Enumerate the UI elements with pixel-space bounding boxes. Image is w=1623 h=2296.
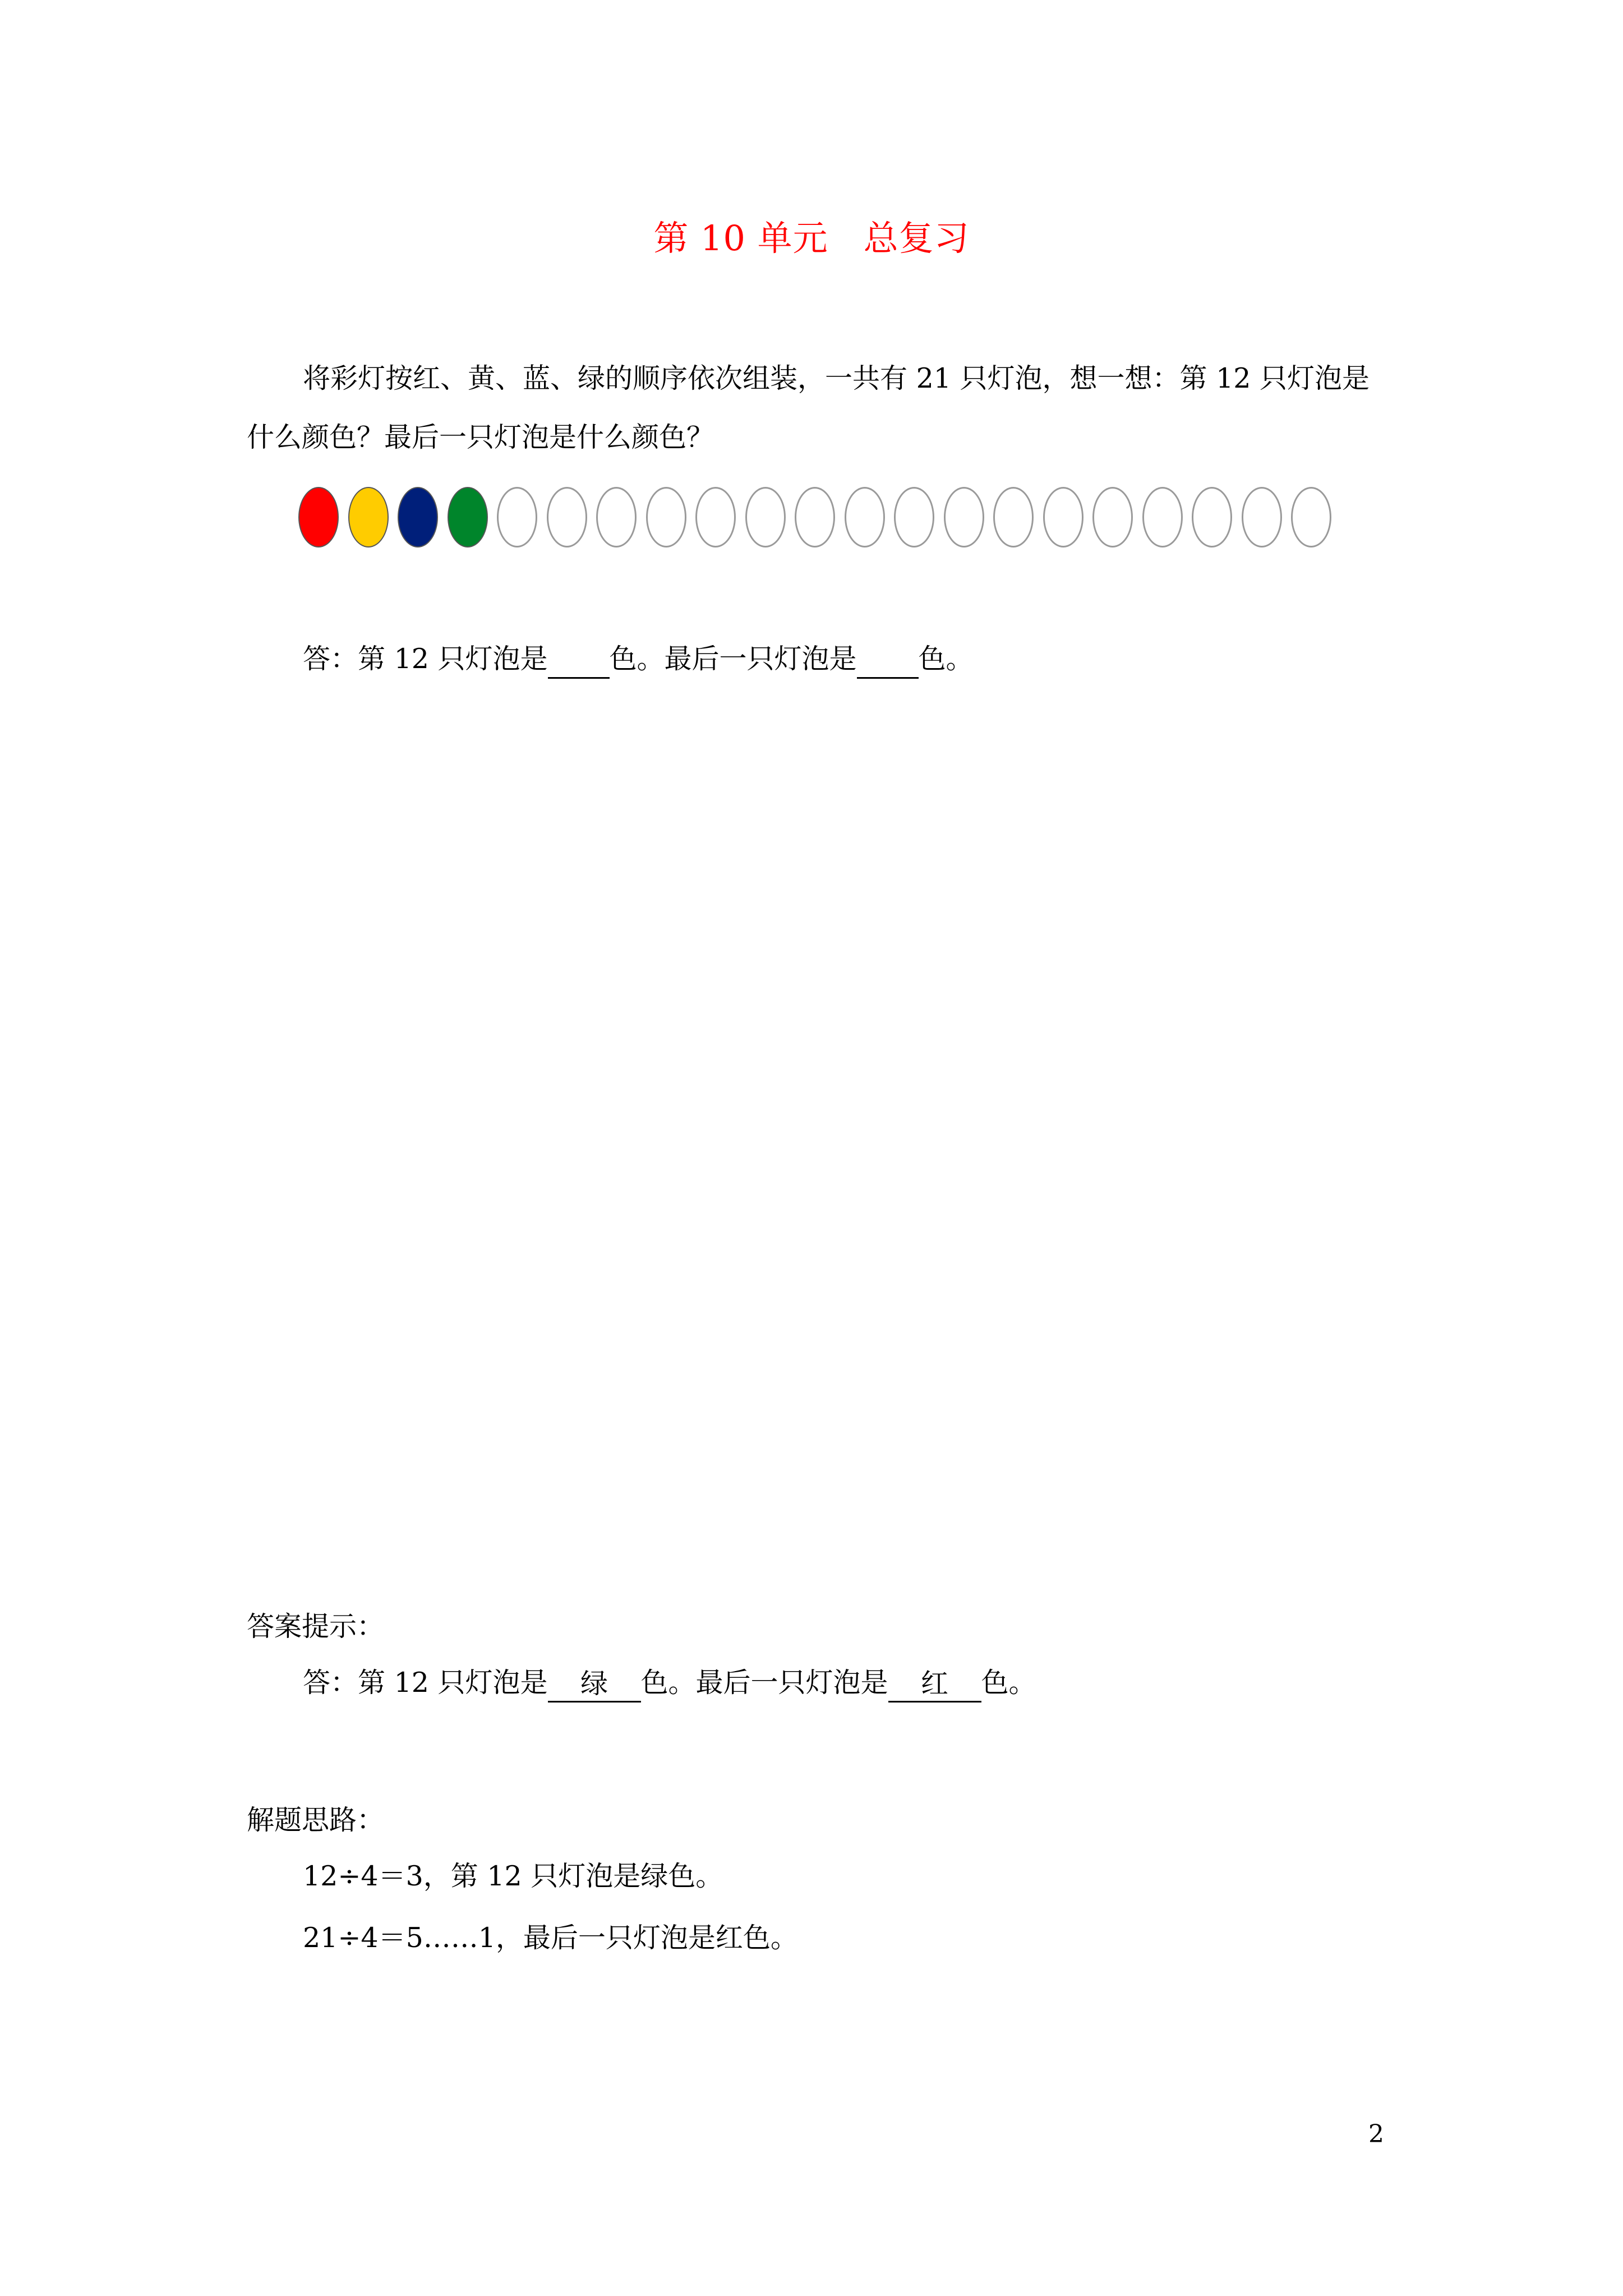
bulb-empty	[1291, 487, 1331, 547]
bulb-colored	[448, 487, 488, 547]
answer-blank-1[interactable]	[548, 647, 610, 679]
answer-prompt-part1: 答：第 12 只灯泡是	[303, 643, 548, 675]
hint-part1: 答：第 12 只灯泡是	[303, 1667, 548, 1699]
bulb-empty	[1192, 487, 1232, 547]
hint-part2: 色。最后一只灯泡是	[640, 1667, 888, 1699]
page-number: 2	[1368, 2120, 1384, 2148]
hint-heading: 答案提示：	[247, 1611, 385, 1642]
question-line-2: 什么颜色？最后一只灯泡是什么颜色？	[247, 421, 714, 453]
bulb-empty	[845, 487, 885, 547]
bulb-colored	[298, 487, 339, 547]
bulb-empty	[1043, 487, 1083, 547]
answer-prompt	[303, 639, 974, 679]
question-line-1: 将彩灯按红、黄、蓝、绿的顺序依次组装，一共有 21 只灯泡，想一想：第 12 只灯泡是	[303, 362, 1370, 394]
hint-part3: 色。	[981, 1667, 1036, 1699]
bulb-colored	[398, 487, 438, 547]
bulb-empty	[894, 487, 934, 547]
solution-step-1: 12÷4＝3，第 12 只灯泡是绿色。	[303, 1860, 723, 1892]
answer-prompt-part3: 色。	[918, 643, 974, 675]
bulb-empty	[944, 487, 984, 547]
bulb-empty	[497, 487, 537, 547]
bulb-empty	[695, 487, 736, 547]
hint-answer	[303, 1663, 1036, 1703]
hint-answer-2: 红	[888, 1667, 981, 1703]
answer-prompt-part2: 色。最后一只灯泡是	[609, 643, 857, 675]
answer-blank-2[interactable]	[857, 647, 919, 679]
hint-answer-1: 绿	[548, 1667, 641, 1703]
bulb-empty	[795, 487, 835, 547]
bulb-empty	[646, 487, 686, 547]
bulb-empty	[596, 487, 637, 547]
bulb-empty	[745, 487, 786, 547]
bulb-empty	[1142, 487, 1183, 547]
page-title: 第 10 单元 总复习	[653, 218, 970, 259]
bulb-empty	[1092, 487, 1133, 547]
bulb-empty	[1242, 487, 1282, 547]
solution-step-2: 21÷4＝5……1，最后一只灯泡是红色。	[303, 1922, 798, 1954]
bulb-empty	[547, 487, 587, 547]
bulb-row	[298, 487, 1344, 551]
bulb-empty	[993, 487, 1034, 547]
bulb-colored	[348, 487, 389, 547]
solution-heading: 解题思路：	[247, 1804, 385, 1836]
